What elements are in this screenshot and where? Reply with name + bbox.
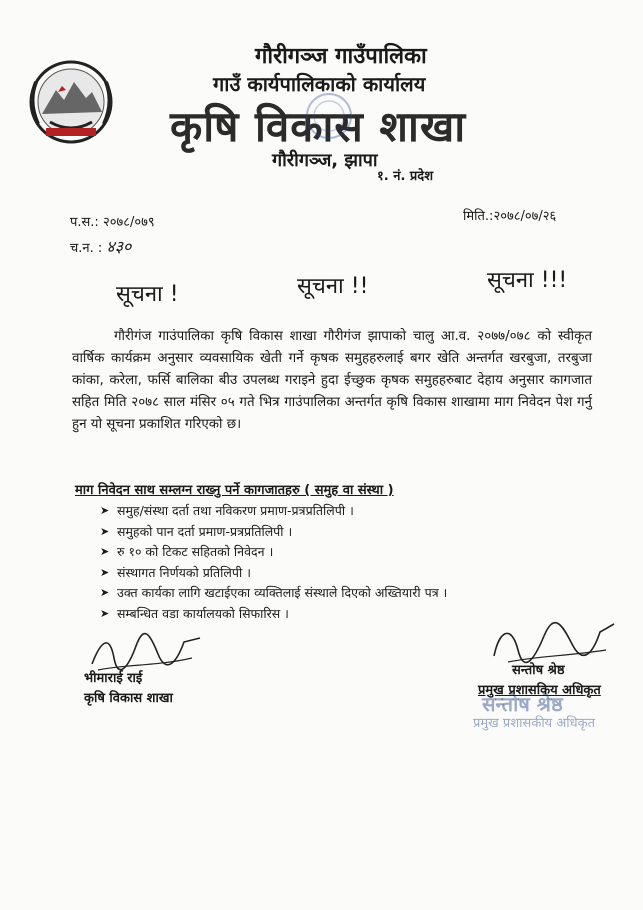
org-name: गौरीगञ्ज गाउँपालिका	[255, 44, 427, 69]
notice-body: गौरीगंज गाउंपालिका कृषि विकास शाखा गौरीगंज झापाको चालु आ.व. २०७७/०७८ को स्वीकृत वार्षिक कार्यक्रम अनुसार व्यवसायिक खेती गर्ने कृषक समुहहरुलाई बगर खेति अन्तर्गत खरबुजा, तरबुजा कांका, करेला, फर्सि बालिका बीउ उपलब्ध गराइने हुदा ईच्छुक कृषक समुहहरुबाट देहाय अनुसार कागजात सहित मिति २०७८ साल मंसिर ०५ गते भित्र गाउंपालिका अन्तर्गत कृषि विकास शाखामा माग निवेदन पेश गर्नु हुन यो सूचना प्रकाशित गरिएको छ।	[72, 329, 592, 432]
documents-title: माग निवेदन साथ सम्लग्न राख्नु पर्ने कागजातहरु ( समुह वा संस्था )	[75, 483, 394, 498]
list-item	[100, 583, 447, 604]
list-item-text: समुहको पान दर्ता प्रमाण-प्रत्रप्रतिलिपी ।	[117, 523, 293, 539]
list-item	[100, 542, 447, 563]
list-item	[100, 563, 447, 584]
notice-heading-3: सूचना !!!	[487, 268, 568, 293]
arrow-bullet-icon: ➤	[100, 586, 110, 599]
cn-value: ४३०	[106, 237, 132, 256]
date-label: मिति.:	[463, 209, 494, 224]
office-name: गाउँ कार्यपालिकाको कार्यालय	[213, 72, 426, 96]
arrow-bullet-icon: ➤	[100, 504, 110, 517]
right-signatory-name: सन्तोष श्रेष्ठ	[512, 663, 565, 678]
stamp-title: प्रमुख प्रशासकीय अधिकृत	[473, 716, 596, 731]
list-item-text: समुह/संस्था दर्ता तथा नविकरण प्रमाण-प्रत्रप्रतिलिपी ।	[117, 503, 354, 518]
dispatch-number	[70, 235, 131, 257]
ps-label: प.स.:	[70, 215, 99, 230]
arrow-bullet-icon: ➤	[100, 565, 110, 579]
date	[463, 206, 556, 224]
stamp-name: सन्तोष श्रेष्ठ	[482, 692, 563, 716]
right-signatory-title: प्रमुख प्रशासकिय अधिकृत	[478, 683, 601, 698]
province: १. नं. प्रदेश	[377, 169, 434, 184]
nepal-emblem-icon	[28, 52, 114, 148]
ps-value: २०७८/०७९	[102, 215, 155, 230]
letter-number	[70, 212, 155, 230]
address: गौरीगञ्ज, झापा	[272, 150, 378, 171]
notice-heading-1: सूचना !	[116, 282, 179, 307]
list-item	[100, 604, 447, 625]
list-item	[100, 501, 447, 522]
notice-heading-2: सूचना !!	[297, 274, 369, 299]
left-signatory-name: भीमाराई राई	[84, 671, 143, 686]
date-value: २०७८/०७/२६	[493, 209, 557, 224]
list-item-text: सम्बन्धित वडा कार्यालयको सिफारिस ।	[117, 605, 289, 621]
arrow-bullet-icon: ➤	[100, 545, 110, 558]
list-item-text: संस्थागत निर्णयको प्रतिलिपी ।	[117, 564, 251, 580]
arrow-bullet-icon: ➤	[100, 524, 110, 538]
list-item-text: उक्त कार्यका लागि खटाईएका व्यक्तिलाई संस्थाले दिएको अख्तियारी पत्र ।	[117, 585, 448, 600]
documents-list	[100, 501, 447, 624]
branch-title: कृषि विकास शाखा	[170, 102, 467, 151]
arrow-bullet-icon: ➤	[100, 606, 110, 620]
left-signatory-unit: कृषि विकास शाखा	[84, 691, 173, 706]
round-seal-icon	[303, 90, 355, 142]
list-item	[100, 522, 447, 543]
list-item-text: रु १० को टिकट सहितको निवेदन ।	[117, 544, 274, 559]
cn-label: च.न. :	[70, 241, 103, 256]
